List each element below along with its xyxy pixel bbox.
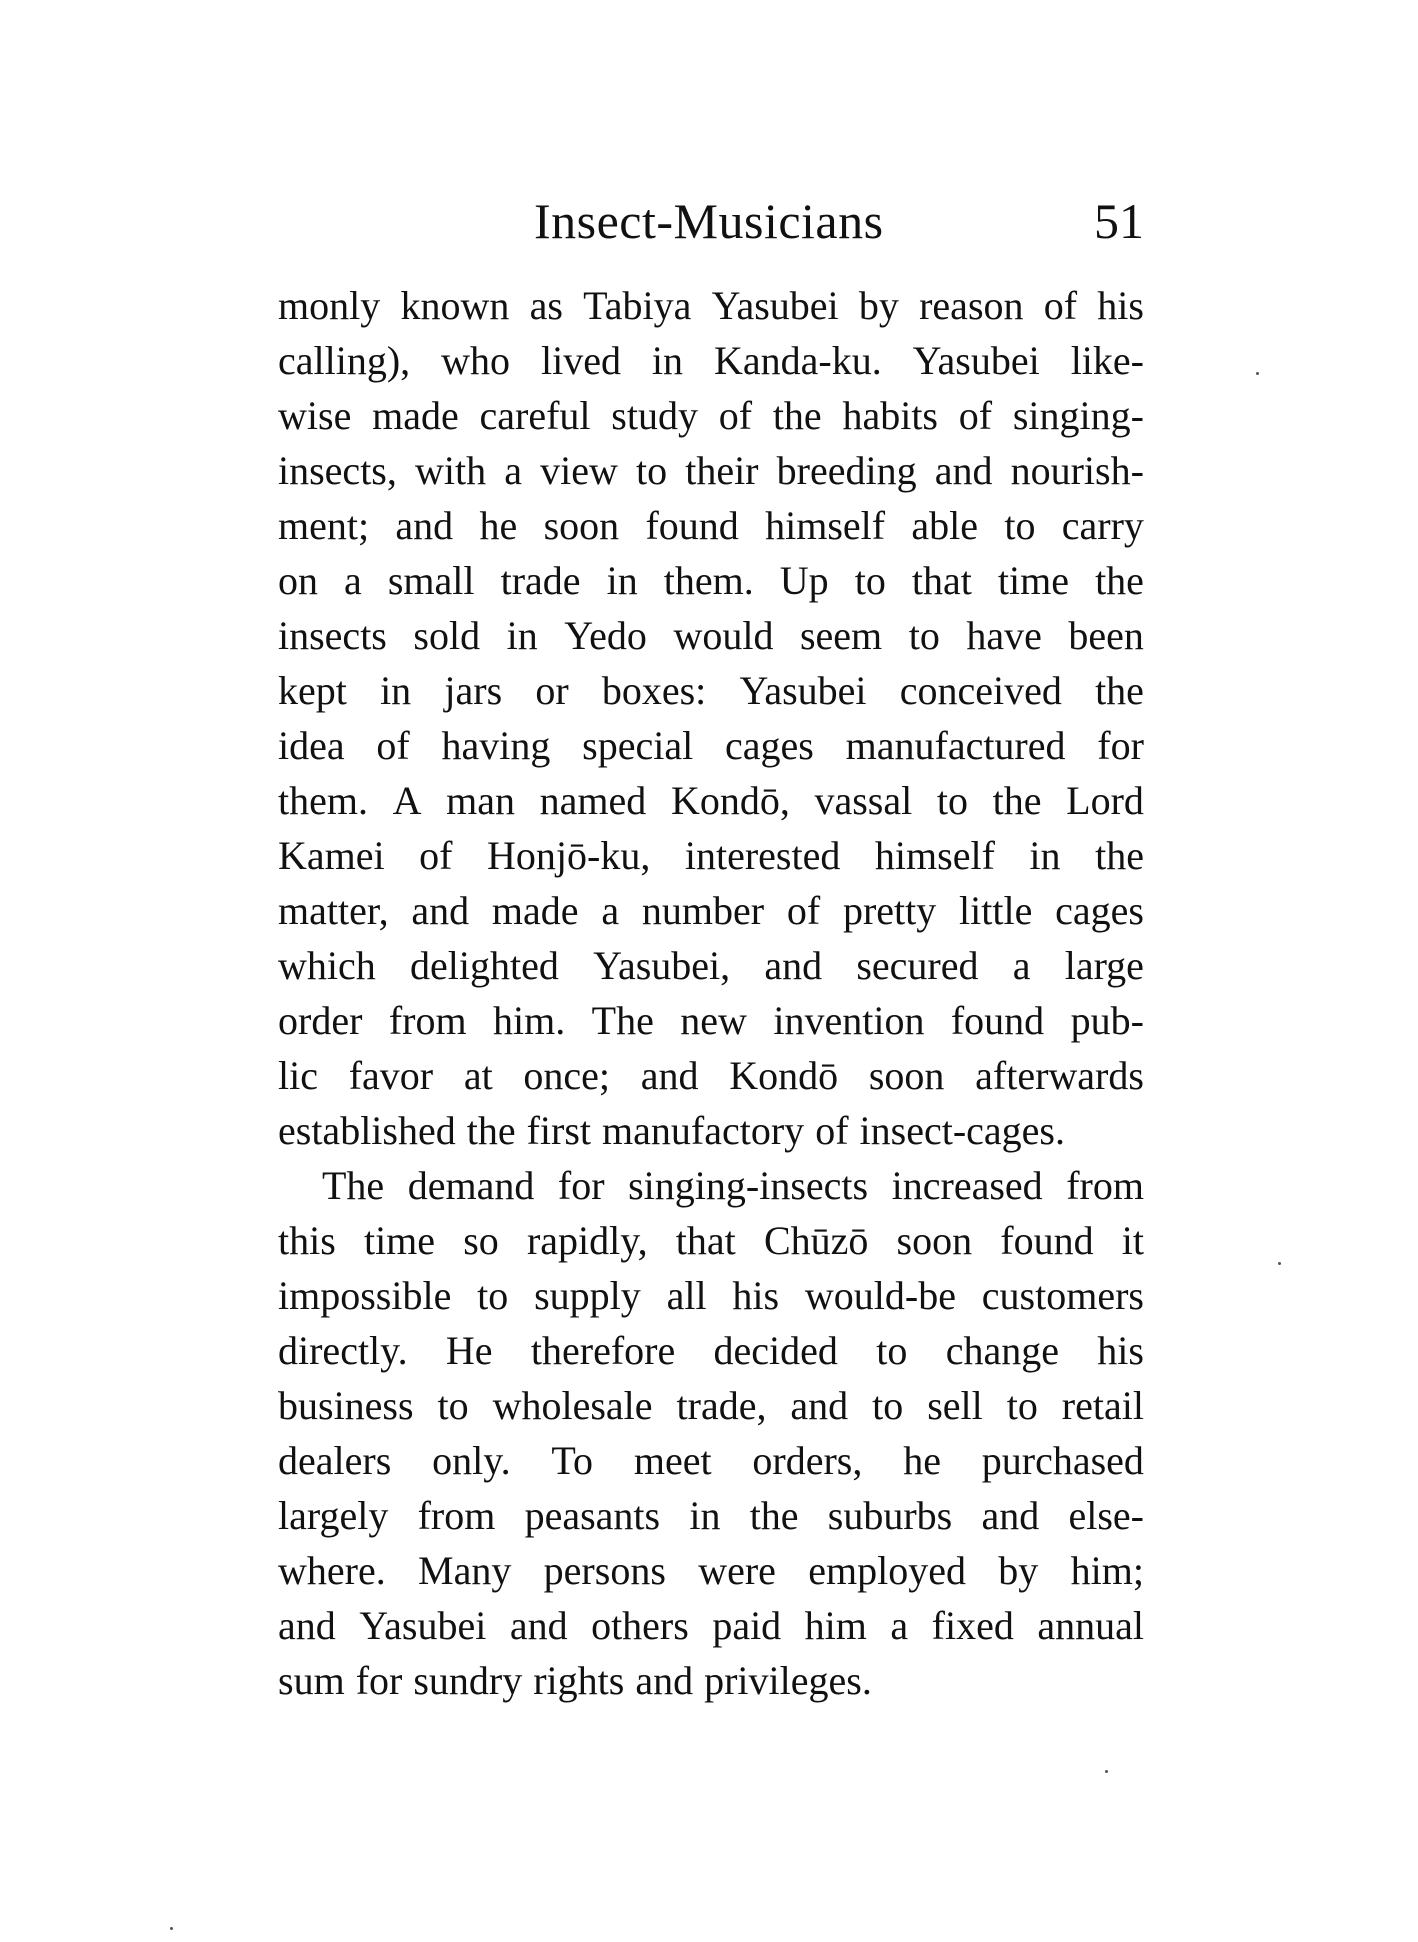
word: in — [606, 558, 638, 603]
word: a — [504, 448, 522, 493]
word: rapidly, — [526, 1218, 648, 1263]
word: of — [958, 393, 993, 438]
word: were — [698, 1548, 776, 1593]
word: only. — [432, 1438, 511, 1483]
word: largely — [278, 1493, 389, 1538]
print-speck — [1278, 1262, 1281, 1265]
word: business — [278, 1383, 414, 1428]
word: The — [322, 1163, 385, 1208]
word: and — [395, 503, 454, 548]
word: vassal — [814, 778, 913, 823]
word: the — [1095, 668, 1144, 713]
word: the — [772, 393, 822, 438]
word: purchased — [981, 1438, 1144, 1483]
page-number: 51 — [1094, 193, 1144, 249]
body-text — [278, 278, 1144, 1708]
word: of — [718, 393, 753, 438]
word: for — [355, 1658, 403, 1703]
text-line — [278, 1653, 1144, 1708]
text-line — [278, 663, 1144, 718]
word: established — [278, 1108, 456, 1153]
word: in — [689, 1493, 721, 1538]
word: pretty — [842, 888, 937, 933]
word: view — [540, 448, 618, 493]
word: a — [1012, 943, 1031, 988]
word: where. — [278, 1548, 386, 1593]
word: employed — [808, 1548, 966, 1593]
word: his — [1097, 1328, 1144, 1373]
word: named — [539, 778, 647, 823]
word: Yasubei — [711, 283, 839, 328]
word: Yasubei — [912, 338, 1040, 383]
word: supply — [534, 1273, 641, 1318]
paragraph — [278, 278, 1144, 1158]
word: change — [945, 1328, 1059, 1373]
word: Kanda-ku. — [713, 338, 882, 383]
word: as — [529, 283, 563, 328]
word: in — [1029, 833, 1061, 878]
word: calling), — [278, 338, 411, 383]
word: like- — [1070, 338, 1144, 383]
word: reason — [919, 283, 1024, 328]
word: trade — [500, 558, 581, 603]
word: of — [815, 1108, 849, 1153]
word: To — [551, 1438, 594, 1483]
word: insect-cages. — [859, 1108, 1065, 1153]
word: from — [388, 998, 467, 1043]
word: and — [509, 1603, 568, 1648]
word: and — [278, 1603, 336, 1648]
text-line — [278, 1268, 1144, 1323]
word: sum — [278, 1658, 345, 1703]
word: to — [854, 558, 886, 603]
word: seem — [799, 613, 883, 658]
word: interested — [684, 833, 841, 878]
word: to — [1006, 1383, 1038, 1428]
word: found — [950, 998, 1045, 1043]
text-line — [278, 883, 1144, 938]
text-line — [278, 1488, 1144, 1543]
word: small — [387, 558, 475, 603]
word: able — [911, 503, 979, 548]
word: to — [936, 778, 968, 823]
word: for — [1097, 723, 1144, 768]
word: singing- — [1012, 393, 1144, 438]
word: paid — [712, 1603, 782, 1648]
word: privileges. — [704, 1658, 872, 1703]
word: new — [680, 998, 747, 1043]
text-line — [278, 938, 1144, 993]
word: The — [591, 998, 654, 1043]
word: having — [441, 723, 551, 768]
word: retail — [1061, 1383, 1144, 1428]
text-line — [278, 828, 1144, 883]
word: by — [858, 283, 899, 328]
word: to — [437, 1383, 469, 1428]
word: known — [400, 283, 510, 328]
word: wise — [278, 393, 352, 438]
word: Many — [418, 1548, 512, 1593]
word: the — [992, 778, 1042, 823]
word: soon — [543, 503, 620, 548]
word: else- — [1068, 1493, 1144, 1538]
word: singing-insects — [628, 1163, 869, 1208]
word: he — [479, 503, 518, 548]
word: Kondō, — [670, 778, 790, 823]
word: in — [506, 613, 538, 658]
word: of — [1043, 283, 1078, 328]
word: A — [392, 778, 422, 823]
word: have — [966, 613, 1042, 658]
word: been — [1068, 613, 1144, 658]
word: his — [732, 1273, 780, 1318]
word: Yasubei — [739, 668, 867, 713]
word: or — [535, 668, 569, 713]
word: his — [1097, 283, 1144, 328]
word: Honjō-ku, — [487, 833, 651, 878]
word: made — [491, 888, 579, 933]
word: them. — [663, 558, 754, 603]
word: He — [445, 1328, 493, 1373]
word: to — [876, 1328, 908, 1373]
word: in — [651, 338, 684, 383]
word: wholesale — [492, 1383, 653, 1428]
word: with — [414, 448, 487, 493]
word: to — [635, 448, 668, 493]
word: their — [685, 448, 759, 493]
word: suburbs — [827, 1493, 953, 1538]
word: by — [998, 1548, 1039, 1593]
word: to — [908, 613, 940, 658]
text-line — [278, 553, 1144, 608]
word: and — [411, 888, 470, 933]
word: would — [673, 613, 774, 658]
word: this — [278, 1218, 336, 1263]
word: himself — [765, 503, 886, 548]
word: and — [981, 1493, 1040, 1538]
word: favor — [348, 1053, 434, 1098]
word: carry — [1061, 503, 1144, 548]
word: Yasubei — [359, 1603, 487, 1648]
word: boxes: — [601, 668, 707, 713]
word: in — [380, 668, 412, 713]
word: found — [645, 503, 739, 548]
word: of — [419, 833, 453, 878]
print-speck — [1105, 1770, 1108, 1773]
word: Yedo — [564, 613, 647, 658]
running-title: Insect-Musicians — [534, 193, 884, 249]
word: annual — [1037, 1603, 1144, 1648]
word: insects, — [278, 448, 397, 493]
word: delighted — [409, 943, 559, 988]
word: for — [557, 1163, 605, 1208]
word: ment; — [278, 503, 370, 548]
text-line — [278, 498, 1144, 553]
word: him — [804, 1603, 867, 1648]
word: manufactured — [845, 723, 1066, 768]
word: he — [903, 1438, 941, 1483]
word: the — [466, 1108, 516, 1153]
text-line — [278, 1213, 1144, 1268]
text-line — [278, 1323, 1144, 1378]
text-line — [278, 773, 1144, 828]
text-line — [278, 718, 1144, 773]
print-speck — [170, 1927, 173, 1930]
word: manufactory — [602, 1108, 805, 1153]
word: sundry — [413, 1658, 523, 1703]
word: large — [1064, 943, 1144, 988]
word: a — [601, 888, 620, 933]
text-line — [278, 1433, 1144, 1488]
word: persons — [543, 1548, 666, 1593]
print-speck — [1256, 372, 1259, 375]
paragraph — [278, 1158, 1144, 1708]
word: and — [934, 448, 993, 493]
word: demand — [407, 1163, 535, 1208]
word: habits — [842, 393, 938, 438]
word: jars — [444, 668, 503, 713]
word: little — [959, 888, 1033, 933]
word: and — [635, 1658, 694, 1703]
word: Chūzō — [763, 1218, 869, 1263]
word: a — [890, 1603, 909, 1648]
word: others — [591, 1603, 689, 1648]
text-line — [278, 1048, 1144, 1103]
word: sell — [927, 1383, 983, 1428]
text-line — [278, 1158, 1144, 1213]
word: soon — [868, 1053, 945, 1098]
word: at — [463, 1053, 493, 1098]
word: lic — [278, 1053, 318, 1098]
word: pub- — [1070, 998, 1144, 1043]
text-line — [278, 388, 1144, 443]
word: to — [872, 1383, 904, 1428]
word: Kamei — [278, 833, 385, 878]
word: decided — [713, 1328, 838, 1373]
word: the — [749, 1493, 799, 1538]
word: rights — [533, 1658, 625, 1703]
word: increased — [891, 1163, 1043, 1208]
word: special — [582, 723, 694, 768]
word: conceived — [899, 668, 1062, 713]
word: insects — [278, 613, 387, 658]
word: Tabiya — [583, 283, 692, 328]
word: orders, — [752, 1438, 863, 1483]
text-line — [278, 278, 1144, 333]
word: them. — [278, 778, 368, 823]
text-line — [278, 1543, 1144, 1598]
word: from — [1066, 1163, 1144, 1208]
word: who — [441, 338, 511, 383]
word: monly — [278, 283, 381, 328]
word: on — [278, 558, 318, 603]
word: him; — [1070, 1548, 1144, 1593]
word: careful — [479, 393, 591, 438]
word: breeding — [776, 448, 917, 493]
word: kept — [278, 668, 347, 713]
word: all — [666, 1273, 707, 1318]
word: would-be — [804, 1273, 956, 1318]
word: study — [611, 393, 698, 438]
word: meet — [633, 1438, 712, 1483]
word: number — [641, 888, 765, 933]
word: found — [1000, 1218, 1094, 1263]
word: cages — [1055, 888, 1144, 933]
word: Up — [779, 558, 829, 603]
word: to — [1004, 503, 1036, 548]
word: time — [363, 1218, 436, 1263]
word: him. — [493, 998, 566, 1043]
word: Yasubei, — [593, 943, 731, 988]
word: Lord — [1066, 778, 1144, 823]
word: of — [786, 888, 821, 933]
word: the — [1095, 558, 1144, 603]
word: to — [477, 1273, 509, 1318]
word: made — [372, 393, 459, 438]
word: so — [463, 1218, 499, 1263]
word: from — [417, 1493, 496, 1538]
word: the — [1095, 833, 1144, 878]
word: sold — [413, 613, 481, 658]
word: dealers — [278, 1438, 392, 1483]
word: fixed — [931, 1603, 1014, 1648]
word: time — [997, 558, 1070, 603]
word: directly. — [278, 1328, 408, 1373]
word: soon — [896, 1218, 973, 1263]
text-line — [278, 608, 1144, 663]
word: and — [640, 1053, 699, 1098]
word: impossible — [278, 1273, 452, 1318]
word: and — [790, 1383, 849, 1428]
running-head — [278, 186, 1144, 256]
word: matter, — [278, 888, 389, 933]
word: lived — [540, 338, 621, 383]
word: Kondō — [729, 1053, 839, 1098]
text-line — [278, 993, 1144, 1048]
word: afterwards — [975, 1053, 1144, 1098]
word: once; — [523, 1053, 611, 1098]
word: invention — [773, 998, 925, 1043]
word: first — [526, 1108, 592, 1153]
word: peasants — [524, 1493, 661, 1538]
text-line — [278, 1103, 1144, 1158]
word: trade, — [676, 1383, 767, 1428]
word: that — [911, 558, 972, 603]
word: which — [278, 943, 376, 988]
text-line — [278, 1598, 1144, 1653]
text-line — [278, 333, 1144, 388]
word: therefore — [530, 1328, 676, 1373]
text-line — [278, 1378, 1144, 1433]
word: of — [376, 723, 410, 768]
word: himself — [874, 833, 995, 878]
word: secured — [856, 943, 979, 988]
word: a — [344, 558, 362, 603]
word: it — [1121, 1218, 1144, 1263]
word: and — [764, 943, 823, 988]
word: nourish- — [1010, 448, 1144, 493]
word: order — [278, 998, 363, 1043]
text-line — [278, 443, 1144, 498]
word: customers — [981, 1273, 1144, 1318]
word: cages — [725, 723, 814, 768]
word: that — [675, 1218, 736, 1263]
word: idea — [278, 723, 345, 768]
word: man — [446, 778, 516, 823]
